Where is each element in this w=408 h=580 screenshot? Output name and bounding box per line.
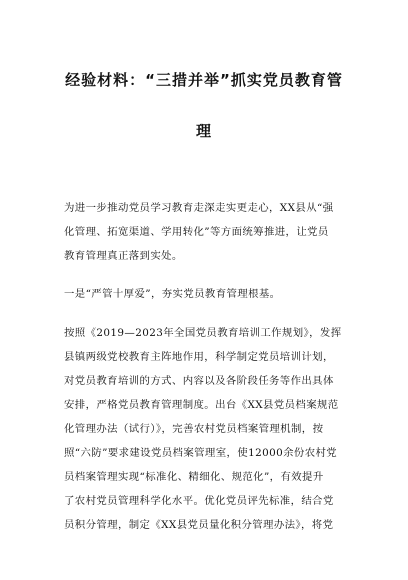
paragraph-line: 照“六防”要求建设党员档案管理室，使12000余份农村党: [64, 447, 338, 459]
paragraph-line: 化管理、拓宽渠道、学用转化”等方面统筹推进，让党员: [64, 226, 329, 238]
paragraph-line: 员积分管理，制定《XX县党员量化积分管理办法》，将党: [64, 519, 334, 531]
paragraph-line: 为进一步推动党员学习教育走深走实更走心，XX县从“强: [64, 202, 334, 214]
document-title-line-2: 理: [195, 122, 212, 140]
paragraph-line: 一是“严管十厚爱”，夯实党员教育管理根基。: [64, 288, 281, 300]
paragraph-body: [64, 321, 351, 537]
paragraph-intro: [64, 196, 351, 268]
paragraph-line: 对党员教育培训的方式、内容以及各阶段任务等作出具体: [64, 375, 334, 387]
paragraph-line: 了农村党员管理科学化水平。优化党员评先标准，结合党: [64, 495, 334, 507]
paragraph-line: 县镇两级党校教育主阵地作用，科学制定党员培训计划，: [64, 351, 334, 363]
paragraph-line: 化管理办法（试行）》，完善农村党员档案管理机制，按: [64, 423, 324, 435]
paragraph-line: 安排，严格党员教育管理制度。出台《XX县党员档案规范: [64, 399, 339, 411]
paragraph-section-heading: [64, 282, 351, 306]
paragraph-line: 教育管理真正落到实处。: [64, 250, 183, 262]
paragraph-line: 按照《2019—2023年全国党员教育培训工作规划》，发挥: [64, 327, 342, 339]
document-title-line-1: 经验材料：“三措并举”抓实党员教育管: [65, 71, 343, 89]
paragraph-line: 员档案管理实现“标准化、精细化、规范化”，有效提升: [64, 471, 324, 483]
